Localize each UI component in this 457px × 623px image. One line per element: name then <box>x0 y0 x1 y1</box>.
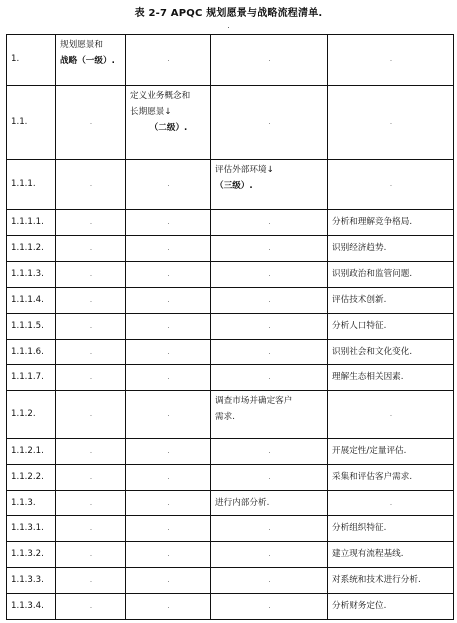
process-name-cell <box>211 159 328 210</box>
process-name-line: 建立现有流程基线. <box>332 549 404 560</box>
process-name-cell <box>328 339 454 365</box>
empty-cell-mark: . <box>126 542 211 568</box>
empty-cell-mark: . <box>126 516 211 542</box>
table-row <box>7 210 454 236</box>
process-name-line: 识别经济趋势. <box>332 243 387 254</box>
process-name-cell <box>211 490 328 516</box>
empty-cell-mark: . <box>56 313 126 339</box>
process-id-cell: 1.1.3. <box>7 490 56 516</box>
process-name-cell <box>126 85 211 159</box>
empty-cell-mark: . <box>328 490 454 516</box>
process-name-cell <box>328 287 454 313</box>
process-name-line: 分析组织特征. <box>332 523 387 534</box>
process-id-cell: 1. <box>7 35 56 86</box>
empty-cell-mark: . <box>56 464 126 490</box>
empty-cell-mark: . <box>126 287 211 313</box>
process-name-cell <box>328 236 454 262</box>
process-name-cell <box>328 313 454 339</box>
empty-cell-mark: . <box>126 313 211 339</box>
empty-cell-mark: . <box>126 490 211 516</box>
process-name-cell <box>328 568 454 594</box>
empty-cell-mark: . <box>328 35 454 86</box>
empty-cell-mark: . <box>211 236 328 262</box>
table-row <box>7 516 454 542</box>
table-row <box>7 464 454 490</box>
process-name-line: 理解生态相关因素. <box>332 372 404 383</box>
process-id-cell: 1.1.2.2. <box>7 464 56 490</box>
table-row <box>7 287 454 313</box>
empty-cell-mark: . <box>211 438 328 464</box>
empty-cell-mark: . <box>56 236 126 262</box>
empty-cell-mark: . <box>56 85 126 159</box>
table-row <box>7 236 454 262</box>
empty-cell-mark: . <box>211 210 328 236</box>
empty-cell-mark: . <box>211 313 328 339</box>
empty-cell-mark: . <box>211 85 328 159</box>
process-id-cell: 1.1.3.1. <box>7 516 56 542</box>
empty-cell-mark: . <box>56 210 126 236</box>
process-name-cell <box>328 210 454 236</box>
empty-cell-mark: . <box>56 568 126 594</box>
process-name-line: 调查市场并确定客户 <box>215 396 293 407</box>
process-id-cell: 1.1. <box>7 85 56 159</box>
process-name-cell <box>328 262 454 288</box>
table-row <box>7 339 454 365</box>
process-id-cell: 1.1.1.2. <box>7 236 56 262</box>
table-row <box>7 313 454 339</box>
process-id-cell: 1.1.3.4. <box>7 593 56 619</box>
process-name-line: 分析财务定位. <box>332 600 387 611</box>
empty-cell-mark: . <box>211 542 328 568</box>
empty-cell-mark: . <box>211 339 328 365</box>
empty-cell-mark: . <box>56 159 126 210</box>
empty-cell-mark: . <box>126 391 211 439</box>
empty-cell-mark: . <box>211 568 328 594</box>
empty-cell-mark: . <box>56 391 126 439</box>
table-row <box>7 568 454 594</box>
table-row <box>7 593 454 619</box>
empty-cell-mark: . <box>211 516 328 542</box>
empty-cell-mark: . <box>126 210 211 236</box>
level-label: （三级）. <box>215 180 253 191</box>
process-id-cell: 1.1.1.3. <box>7 262 56 288</box>
empty-cell-mark: . <box>211 262 328 288</box>
process-id-cell: 1.1.2. <box>7 391 56 439</box>
process-name-line: 对系统和技术进行分析. <box>332 575 421 586</box>
empty-cell-mark: . <box>211 464 328 490</box>
empty-cell-mark: . <box>56 593 126 619</box>
process-name-line: 长期愿景↓ <box>130 106 172 117</box>
process-name-cell <box>328 542 454 568</box>
process-name-line: 规划愿景和 <box>60 40 103 50</box>
paragraph-mark: . <box>227 21 230 30</box>
process-id-cell: 1.1.1.4. <box>7 287 56 313</box>
empty-cell-mark: . <box>211 287 328 313</box>
empty-cell-mark: . <box>126 365 211 391</box>
empty-cell-mark: . <box>211 35 328 86</box>
process-name-cell <box>328 593 454 619</box>
process-name-line: 识别社会和文化变化. <box>332 346 413 357</box>
process-id-cell: 1.1.1.6. <box>7 339 56 365</box>
process-name-cell <box>328 438 454 464</box>
process-name-cell <box>56 35 126 86</box>
process-name-line: 进行内部分析. <box>215 497 270 508</box>
table-row <box>7 438 454 464</box>
process-name-line: 分析和理解竞争格局. <box>332 217 413 228</box>
process-name-cell <box>328 365 454 391</box>
empty-cell-mark: . <box>126 159 211 210</box>
empty-cell-mark: . <box>56 262 126 288</box>
level-label: 战略（一级）. <box>60 56 115 66</box>
level-label: （二级）. <box>149 122 188 133</box>
table-row <box>7 542 454 568</box>
process-id-cell: 1.1.2.1. <box>7 438 56 464</box>
empty-cell-mark: . <box>328 391 454 439</box>
table-row <box>7 262 454 288</box>
process-name-line: 定义业务概念和 <box>130 90 191 101</box>
empty-cell-mark: . <box>126 262 211 288</box>
empty-cell-mark: . <box>56 490 126 516</box>
empty-cell-mark: . <box>56 287 126 313</box>
process-name-line: 采集和评估客户需求. <box>332 471 413 482</box>
empty-cell-mark: . <box>126 438 211 464</box>
process-id-cell: 1.1.3.3. <box>7 568 56 594</box>
process-id-cell: 1.1.1.5. <box>7 313 56 339</box>
table-caption: 表 2-7 APQC 规划愿景与战略流程清单. <box>134 8 323 19</box>
empty-cell-mark: . <box>126 568 211 594</box>
empty-cell-mark: . <box>56 542 126 568</box>
process-name-line: 评估外部环境↓ <box>215 164 274 175</box>
empty-cell-mark: . <box>56 516 126 542</box>
table-row <box>7 490 454 516</box>
empty-cell-mark: . <box>328 159 454 210</box>
process-name-line: 开展定性/定量评估. <box>332 445 407 456</box>
apqc-process-table <box>6 34 454 620</box>
empty-cell-mark: . <box>328 85 454 159</box>
empty-cell-mark: . <box>126 236 211 262</box>
process-name-cell <box>328 464 454 490</box>
process-name-cell <box>328 516 454 542</box>
empty-cell-mark: . <box>56 438 126 464</box>
table-row <box>7 391 454 439</box>
process-name-line: 需求. <box>215 412 235 423</box>
process-table-body <box>7 35 454 620</box>
process-id-cell: 1.1.1.7. <box>7 365 56 391</box>
empty-cell-mark: . <box>126 339 211 365</box>
empty-cell-mark: . <box>126 464 211 490</box>
process-id-cell: 1.1.1. <box>7 159 56 210</box>
table-row <box>7 159 454 210</box>
table-row <box>7 365 454 391</box>
process-name-cell <box>211 391 328 439</box>
table-row <box>7 85 454 159</box>
empty-cell-mark: . <box>126 35 211 86</box>
process-id-cell: 1.1.1.1. <box>7 210 56 236</box>
empty-cell-mark: . <box>56 339 126 365</box>
empty-cell-mark: . <box>56 365 126 391</box>
table-row <box>7 35 454 86</box>
empty-cell-mark: . <box>126 593 211 619</box>
empty-cell-mark: . <box>211 365 328 391</box>
empty-cell-mark: . <box>211 593 328 619</box>
process-id-cell: 1.1.3.2. <box>7 542 56 568</box>
process-name-line: 识别政治和监管问题. <box>332 268 413 279</box>
process-name-line: 评估技术创新. <box>332 294 387 305</box>
process-name-line: 分析人口特征. <box>332 320 387 331</box>
